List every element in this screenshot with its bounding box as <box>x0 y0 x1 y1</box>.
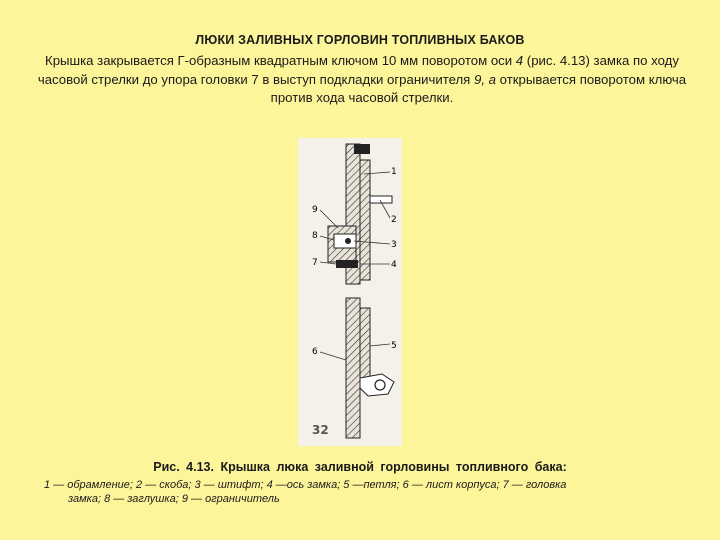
para-ref-9a: 9, а <box>474 71 496 87</box>
seal-block <box>354 144 370 154</box>
body-paragraph <box>22 52 702 108</box>
para-text-2: (рис. 4.13) замка по ходу часовой стрелки до упора головки 7 в выступ подкладки ограничителя <box>37 53 679 87</box>
legend-line-2: замка; 8 — заглушка; 9 — ограничитель <box>68 493 280 505</box>
leader-line <box>320 210 338 228</box>
label-9: 9 <box>312 205 318 215</box>
figure-legend <box>44 478 684 506</box>
cover-section-bottom <box>360 308 370 378</box>
figure-caption: Рис. 4.13. Крышка люка заливной горловины топливного бака: <box>153 460 567 474</box>
leader-line <box>320 352 346 360</box>
label-3: 3 <box>391 240 397 250</box>
label-4: 4 <box>391 260 397 270</box>
leader-line <box>370 344 390 346</box>
para-text-3: открывается поворотом ключа против хода часовой стрелки. <box>270 71 687 105</box>
hinge-pin <box>375 380 385 390</box>
label-2: 2 <box>391 215 397 225</box>
label-7: 7 <box>312 258 318 268</box>
lock-head <box>336 260 358 268</box>
cover-section-top <box>360 160 370 280</box>
para-ref-4: 4 <box>515 53 524 68</box>
label-8: 8 <box>312 231 318 241</box>
pin-part <box>345 238 351 244</box>
page-title: ЛЮКИ ЗАЛИВНЫХ ГОРЛОВИН ТОПЛИВНЫХ БАКОВ <box>195 33 525 47</box>
label-5: 5 <box>391 341 397 351</box>
figure-page-number: 32 <box>312 423 329 437</box>
label-1: 1 <box>391 167 397 177</box>
frame-section-bottom <box>346 298 360 438</box>
legend-line-1: 1 — обрамление; 2 — скоба; 3 — штифт; 4 —ось замка; 5 —петля; 6 — лист корпуса; 7 — головка <box>44 479 567 491</box>
drawing-svg <box>298 138 402 446</box>
label-6: 6 <box>312 347 318 357</box>
para-text-1: Крышка закрывается Г-образным квадратным ключом 10 мм поворотом оси <box>45 53 516 68</box>
technical-drawing <box>298 138 402 446</box>
